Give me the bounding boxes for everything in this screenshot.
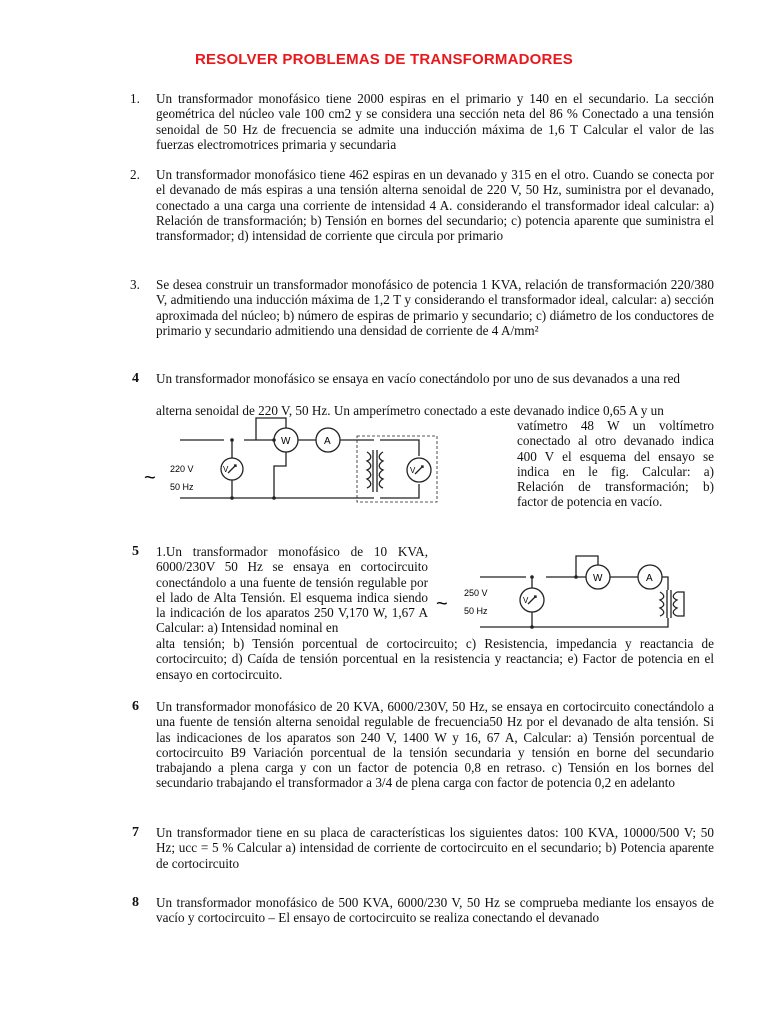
problem-7-text: Un transformador tiene en su placa de características los siguientes datos: 100 KVA, 10000/500 V; 50 Hz; ucc = 5 % Calcular a) intensidad de corriente de cortocircuito en el secundario; b) Potencia aparente de cortocircuito <box>156 825 714 871</box>
problem-1-text: Un transformador monofásico tiene 2000 espiras en el primario y 140 en el secundario. La sección geométrica del núcleo vale 100 cm2 y se considera una sección neta del 86 % Conectado a una tensión senoidal de 50 Hz de frecuencia se admite una inducción máxima de 1,6 T Calcular el valor de las fuerzas electromotrices primaria y secundaria <box>156 91 714 152</box>
figure-5-frequency-label: 50 Hz <box>464 606 488 616</box>
figure-5-circuit <box>436 552 716 632</box>
problem-5-side-text: 1.Un transformador monofásico de 10 KVA, 6000/230V 50 Hz se ensaya en cortocircuito conectándolo a una fuente de tensión regulable por el lado de Alta Tensión. El esquema indica siendo la indicación de los aparatos 250 V,170 W, 1,67 A Calcular: a) Intensidad nominal en <box>156 544 428 636</box>
problem-4-line2: alterna senoidal de 220 V, 50 Hz. Un amperímetro conectado a este devanado indice 0,65 A y un <box>156 403 664 418</box>
problem-3-text: Se desea construir un transformador monofásico de potencia 1 KVA, relación de transformación 220/380 V, admitiendo una inducción máxima de 1,2 T y considerando el transformador ideal, calcular: a) sección aproximada del núcleo; b) número de espiras de primario y secundario; c) diámetro de los conductores de primario y secundario admitiendo una densidad de corriente de 4 A/mm² <box>156 277 714 338</box>
problem-7-number: 7 <box>132 825 139 840</box>
figure-5-voltage-label: 250 V <box>464 588 488 598</box>
problem-2-text: Un transformador monofásico tiene 462 espiras en un devanado y 315 en el otro. Cuando se conecta por el devanado de más espiras a una tensión alterna senoidal de 220 V, 50 Hz, suministra por el devanado, conectado a una carga una corriente de intensidad 4 A. considerando el transformador ideal calcular: a) Relación de transformación; b) Tensión en bornes del secundario; c) potencia aparente que suministra el transformador; d) intensidad de corriente que circula por primario <box>156 167 714 244</box>
figure-4-voltmeter-label: V <box>223 465 229 474</box>
problem-8-text: Un transformador monofásico de 500 KVA, 6000/230 V, 50 Hz se comprueba mediante los ensayos de vacío y cortocircuito – El ensayo de cortocircuito se realiza conectando el devanado <box>156 895 714 926</box>
figure-5-ac-symbol: ~ <box>436 593 448 615</box>
problem-4-line1: Un transformador monofásico se ensaya en vacío conectándolo por uno de sus devanados a una red <box>156 371 681 386</box>
problem-5-rest-text: alta tensión; b) Tensión porcentual de cortocircuito; c) Resistencia, impedancia y reactancia de cortocircuito; d) Caída de tensión porcentual en la resistencia y reactancia; e) Factor de potencia en el ensayo en cortocircuito. <box>156 636 714 682</box>
figure-4-wattmeter-label: W <box>281 436 291 447</box>
problem-3-number: 3. <box>130 277 140 292</box>
problem-2-number: 2. <box>130 167 140 182</box>
problem-6-number: 6 <box>132 699 139 714</box>
problem-4-side-text: vatímetro 48 W un voltímetro conectado al otro devanado indica 400 V el esquema del ensayo se indica en le fig. Calcular: a) Relación de transformación; b) factor de potencia en vacío. <box>517 418 714 510</box>
problem-5-number: 5 <box>132 544 139 559</box>
figure-4-frequency-label: 50 Hz <box>170 482 194 492</box>
figure-4-ammeter-label: A <box>324 436 331 447</box>
problem-6-text: Un transformador monofásico de 20 KVA, 6000/230V, 50 Hz, se ensaya en cortocircuito conectándolo a una fuente de tensión alterna senoidal regulable de frecuencia50 Hz por el devanado de alta tensión. Si las indicaciones de los aparatos son 240 V, 1400 W y 16, 67 A, Calcular: a) Tensión porcentual de cortocircuito B9 Variación porcentual de la tensión secundaria y tensión en borne del secundario trabajando a plena carga y con un factor de potencia 0,8 en retraso. c) Tensión en los bornes del secundario trabajando el transformador a 3/4 de plena carga con factor de potencia 0,2 en adelanto <box>156 699 714 791</box>
problem-4-number: 4 <box>132 371 139 386</box>
problem-8-number: 8 <box>132 895 139 910</box>
figure-4-voltmeter2-label: V <box>410 466 416 475</box>
figure-5-wattmeter-label: W <box>593 573 603 584</box>
figure-5-ammeter-label: A <box>646 573 653 584</box>
figure-5-voltmeter-label: V <box>523 596 529 605</box>
figure-4-voltage-label: 220 V <box>170 464 194 474</box>
page-title: RESOLVER PROBLEMAS DE TRANSFORMADORES <box>195 51 573 68</box>
figure-4-ac-symbol: ~ <box>144 467 156 489</box>
problem-1-number: 1. <box>130 91 140 106</box>
figure-4-circuit <box>144 408 474 520</box>
